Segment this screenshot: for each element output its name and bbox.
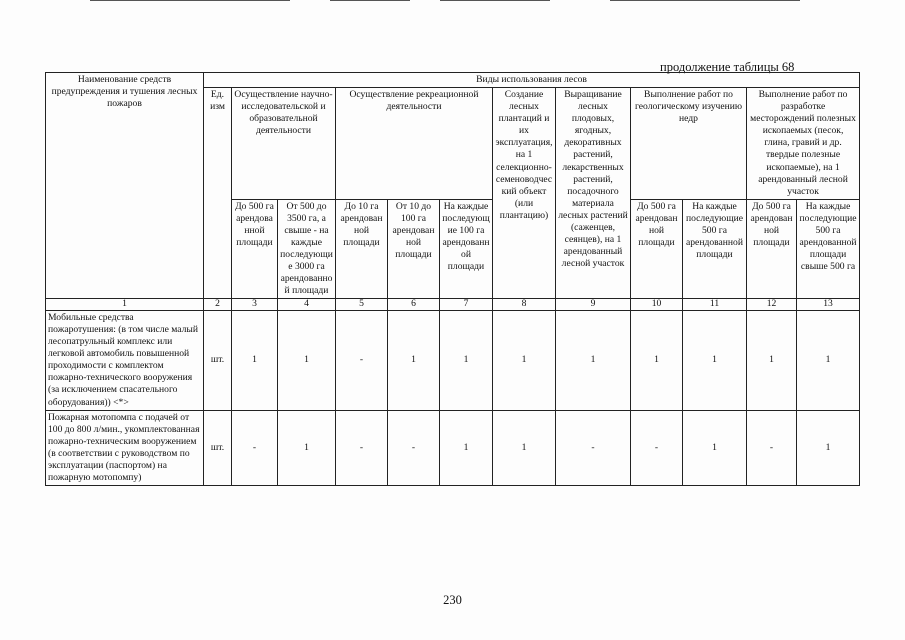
col-number: 12 [747, 299, 797, 311]
col-number: 11 [683, 299, 747, 311]
row-name: Мобильные средства пожаротушения: (в том числе малый лесопатрульный комплекс или легковой автомобиль повышенной проходимости с комплектом пожарно-технического вооружения (за исключением спасательного оборудования)) <*> [46, 310, 204, 410]
row-value: - [336, 410, 388, 485]
table-row [46, 310, 860, 410]
header-row-group [46, 73, 860, 88]
page-number: 230 [443, 593, 462, 607]
col-number: 6 [388, 299, 440, 311]
col-number: 3 [232, 299, 278, 311]
subheader-c6: От 10 до 100 га арендованной площади [388, 199, 440, 299]
scan-edge-line [90, 0, 290, 1]
scan-edge-line [330, 0, 410, 1]
row-value: 1 [440, 310, 493, 410]
column-number-row [46, 299, 860, 311]
header-name-col: Наименование средств предупреждения и тушения лесных пожаров [46, 73, 204, 299]
header-unit-col: Ед. изм [204, 88, 232, 299]
row-value: 1 [388, 310, 440, 410]
col-number: 8 [493, 299, 556, 311]
table-caption: продолжение таблицы 68 [660, 60, 795, 74]
row-value: 1 [797, 410, 860, 485]
row-value: 1 [683, 310, 747, 410]
row-value: 1 [278, 310, 336, 410]
header-minerals: Выполнение работ по разработке месторождений полезных ископаемых (песок, глина, гравий и др. твердые полезные ископаемые), на 1 арендованный лесной участок [747, 88, 860, 200]
row-value: 1 [493, 410, 556, 485]
row-value: 1 [440, 410, 493, 485]
col-number: 5 [336, 299, 388, 311]
row-value: 1 [683, 410, 747, 485]
row-value: - [388, 410, 440, 485]
row-value: - [232, 410, 278, 485]
row-value: - [556, 410, 631, 485]
row-name: Пожарная мотопомпа с подачей от 100 до 800 л/мин., укомплектованная пожарно-техническим вооружением (в соответствии с руководством по эксплуатации (паспортом) на пожарную мотопомпу) [46, 410, 204, 485]
table-row [46, 410, 860, 485]
header-plantations: Создание лесных плантаций и их эксплуатация, на 1 селекционно-семеноводческий объект (или плантацию) [493, 88, 556, 299]
row-value: 1 [797, 310, 860, 410]
col-number: 10 [631, 299, 683, 311]
subheader-c13: На каждые последующие 500 га арендованной площади свыше 500 га [797, 199, 860, 299]
scan-edge-line [440, 0, 550, 1]
col-number: 7 [440, 299, 493, 311]
subheader-c10: До 500 га арендованной площади [631, 199, 683, 299]
scan-edge-line [610, 0, 800, 1]
subheader-c11: На каждые последующие 500 га арендованной площади [683, 199, 747, 299]
header-geology: Выполнение работ по геологическому изучению недр [631, 88, 747, 200]
subheader-c5: До 10 га арендованной площади [336, 199, 388, 299]
header-research: Осуществление научно-исследовательской и образовательной деятельности [232, 88, 336, 200]
subheader-c4: От 500 до 3500 га, а свыше - на каждые последующие 3000 га арендованной площади [278, 199, 336, 299]
forest-fire-equipment-table [45, 72, 860, 486]
col-number: 4 [278, 299, 336, 311]
col-number: 9 [556, 299, 631, 311]
row-value: 1 [556, 310, 631, 410]
header-group-title: Виды использования лесов [204, 73, 860, 88]
row-value: 1 [747, 310, 797, 410]
header-recreation: Осуществление рекреационной деятельности [336, 88, 493, 200]
row-value: 1 [493, 310, 556, 410]
col-number: 2 [204, 299, 232, 311]
row-value: 1 [278, 410, 336, 485]
row-unit: шт. [204, 310, 232, 410]
subheader-c12: До 500 га арендованной площади [747, 199, 797, 299]
row-unit: шт. [204, 410, 232, 485]
subheader-c3: До 500 га арендованной площади [232, 199, 278, 299]
header-growing: Выращивание лесных плодовых, ягодных, декоративных растений, лекарственных растений, посадочного материала лесных растений (саженцев, сеянцев), на 1 арендованный лесной участок [556, 88, 631, 299]
row-value: 1 [631, 310, 683, 410]
row-value: - [336, 310, 388, 410]
col-number: 13 [797, 299, 860, 311]
row-value: 1 [232, 310, 278, 410]
col-number: 1 [46, 299, 204, 311]
row-value: - [747, 410, 797, 485]
row-value: - [631, 410, 683, 485]
subheader-c7: На каждые последующие 100 га арендованной площади [440, 199, 493, 299]
